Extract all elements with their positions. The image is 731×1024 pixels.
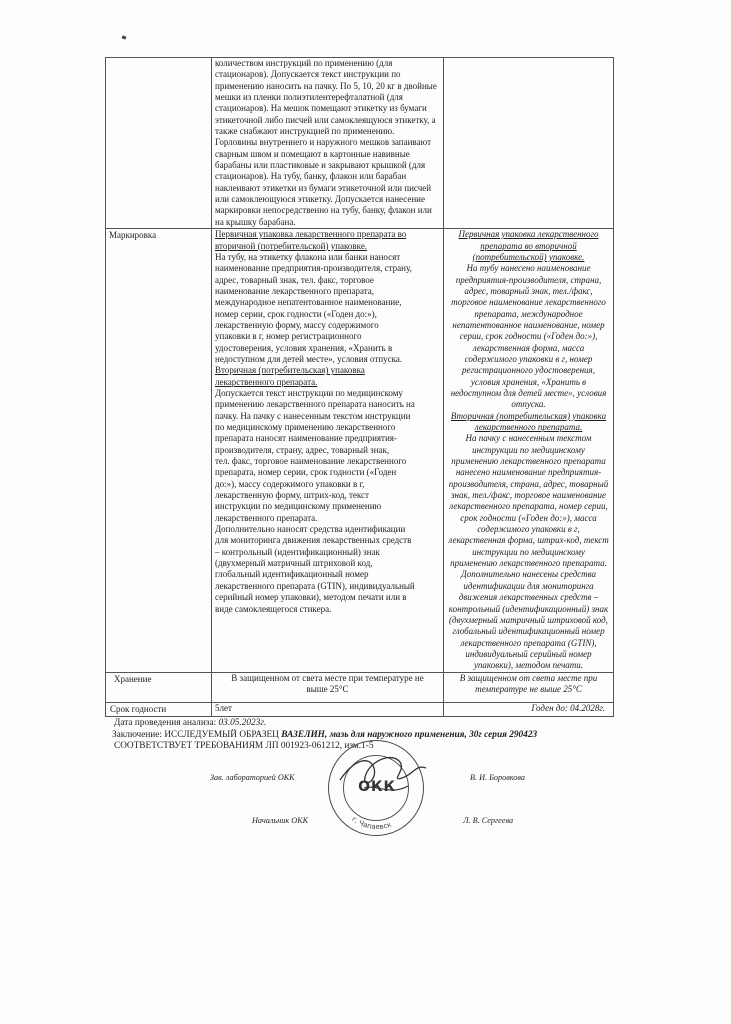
text-line: лекарственную форму, штрих-код, текст	[215, 490, 369, 501]
text-line: содержимого упаковки в г, номер	[464, 353, 593, 364]
text-line: серии, срок годности («Годен до:»),	[459, 331, 598, 342]
text-line: Вторичная (потребительская) упаковка	[450, 410, 607, 421]
text-line: лекарственную форму, массу содержимого	[215, 319, 379, 330]
marking-requirement-lines	[215, 229, 440, 615]
storage-label: Хранение	[106, 672, 212, 702]
storage-result-lines	[447, 673, 610, 696]
text-line: мешки из пленки полиэтилентерефталатной (для	[215, 92, 403, 103]
text-line: Дополнительно нанесены средства	[460, 569, 597, 580]
text-line: стационаров). Допускается текст инструкции по	[215, 69, 401, 80]
text-line: удостоверения, условия хранения, «Хранить в	[215, 342, 393, 353]
text-line: (потребительской) упаковке.	[472, 251, 585, 262]
text-line: движения лекарственных средств –	[458, 592, 599, 603]
storage-result-cell	[444, 672, 614, 702]
text-line: также снабжают инструкцией по применению.	[215, 126, 395, 137]
conclusion-sample: ВАЗЕЛИН, мазь для наружного применения, 30г серия 290423	[281, 729, 538, 740]
text-line: регистрационного удостоверения,	[461, 365, 595, 376]
spec-table	[105, 57, 614, 717]
text-line: температуре не выше 25°C	[475, 683, 582, 694]
text-line: международное непатентованное наименование,	[215, 297, 402, 308]
text-line: На тубу нанесено наименование	[466, 263, 591, 274]
text-line: барабаны или пластиковые и закрывают крышкой (для	[215, 160, 426, 171]
text-line: лекарственная форма, масса	[472, 342, 585, 353]
text-line: производителя, страну, адрес, товарный знак,	[215, 444, 390, 455]
analysis-date-label: Дата проведения анализа:	[114, 718, 219, 728]
text-line: препарата, номер серии, срок годности («Годен	[215, 467, 397, 478]
text-line: адрес, товарный знак, тел./факс,	[464, 285, 593, 296]
okk-head-name: Л. В. Сергеева	[463, 816, 514, 825]
text-line: Первичная упаковка лекарственного препарата во	[215, 229, 407, 240]
text-line: лекарственного препарата.	[215, 512, 318, 523]
marking-label: Маркировка	[106, 229, 212, 672]
text-line: идентификации для мониторинга	[463, 580, 594, 591]
text-line: номер серии, срок годности («Годен до:»),	[215, 308, 377, 319]
text-line: лекарственного препарата.	[474, 422, 583, 432]
packaging-label-cell	[106, 58, 212, 229]
marking-result-lines	[447, 229, 610, 671]
marking-requirement-cell	[212, 229, 444, 672]
text-line: тел. факс, торговое наименование лекарственного	[215, 456, 407, 467]
text-line: наименование лекарственного препарата,	[215, 285, 374, 296]
text-line: стационаров). На мешок помещают этикетку из бумаги	[215, 103, 427, 114]
text-line: нанесено наименование предприятия-	[455, 467, 602, 478]
storage-requirement-cell	[212, 672, 444, 702]
text-line: содержимого упаковки в г,	[477, 524, 580, 535]
text-line: наименование предприятия-производителя, страну,	[215, 263, 412, 274]
text-line: лекарственного препарата.	[215, 376, 318, 387]
text-line: контрольный (идентификационный) знак	[448, 603, 609, 614]
shelf-life-label: Срок годности	[106, 702, 212, 716]
text-line: недоступном для детей месте», условия отпуска.	[215, 353, 403, 364]
stamp-ring-label: г. Чапаевск	[350, 815, 393, 832]
text-line: количеством инструкций по применению (для	[215, 58, 393, 68]
text-line: препарата во вторичной	[480, 240, 577, 251]
text-line: Горловины внутреннего и наружного мешков запаивают	[215, 137, 432, 148]
text-line: маркировки непосредственно на тубу, банку, флакон или	[215, 205, 432, 216]
text-line: В защищенном от света месте при температуре не	[231, 672, 424, 683]
text-line: торговое наименование лекарственного	[451, 297, 606, 308]
scan-mark	[122, 35, 127, 39]
text-line: Первичная упаковка лекарственного	[458, 229, 599, 240]
lab-head-name: В. И. Боровкова	[470, 773, 525, 782]
text-line: серийный номер упаковки), методом печати или в	[215, 592, 407, 603]
text-line: лекарственная форма, штрих-код, текст	[448, 535, 609, 546]
text-line: или самоклеющуюся этикетку. Допускается нанесение	[215, 194, 425, 205]
marking-row	[106, 229, 614, 672]
conclusion-line-2: СООТВЕТСТВУЕТ ТРЕБОВАНИЯМ ЛП 001923-061212, изм.1-5	[114, 741, 374, 752]
text-line: знак, тел./факс, торговое наименование	[451, 490, 606, 501]
packaging-requirement-cell	[212, 58, 444, 229]
analysis-date-line	[114, 718, 634, 730]
text-line: лекарственного препарата (GTIN),	[460, 637, 597, 648]
text-line: по медицинскому применению лекарственного	[215, 422, 396, 432]
text-line: упаковки), методом печати.	[473, 660, 584, 671]
packaging-lines	[215, 58, 440, 228]
packaging-result-cell	[444, 58, 614, 229]
text-line: – контрольный (идентификационный) знак	[215, 546, 380, 557]
text-line: глобальный идентификационный номер	[215, 569, 369, 580]
text-line: Дополнительно наносят средства идентификации	[215, 524, 406, 535]
text-line: применению наносить на пачку. По 5, 10, 20 кг в двойные	[215, 80, 437, 91]
text-line: отпуска.	[511, 399, 546, 410]
text-line: недоступном для детей месте», условия	[450, 387, 607, 398]
text-line: этикеточной либо писчей или самоклеящуюся этикетку, а	[215, 114, 436, 125]
text-line: стационаров). На тубу, банку, флакон или барабан	[215, 171, 407, 182]
text-line: виде самоклеящегося стикера.	[215, 603, 332, 614]
text-line: На пачку с нанесенным текстом	[465, 433, 592, 444]
okk-head-title: Начальник ОКК	[252, 816, 309, 825]
text-line: На тубу, на этикетку флакона или банки наносят	[215, 251, 401, 262]
text-line: до:»), массу содержимого упаковки в г,	[215, 478, 365, 489]
text-line: (двухмерный матричный штриховой код,	[215, 558, 373, 569]
handwritten-signature	[330, 738, 440, 818]
text-line: (двухмерный матричный штриховой код,	[449, 614, 608, 625]
analysis-date: 03.05.2023г.	[218, 718, 267, 728]
shelf-life-row	[106, 702, 614, 716]
text-line: препарата, международное	[474, 308, 583, 319]
text-line: наклеивают этикетки из бумаги этикеточной или писчей	[215, 182, 432, 193]
conclusion-label: Заключение: ИССЛЕДУЕМЫЙ ОБРАЗЕЦ	[112, 729, 282, 740]
text-line: индивидуальный серийный номер	[465, 648, 592, 659]
text-line: предприятия-производителя, страна,	[455, 274, 602, 285]
text-line: применению лекарственного препарата наносить на	[215, 399, 415, 410]
text-line: вторичной (потребительской) упаковке.	[215, 240, 368, 251]
text-line: глобальный идентификационный номер	[452, 626, 605, 637]
shelf-life-requirement: 5лет	[212, 702, 444, 716]
text-line: препарата наносят наименование предприятия-	[215, 433, 397, 444]
text-line: В защищенном от света месте при	[459, 672, 598, 683]
packaging-row	[106, 58, 614, 229]
text-line: пачку. На пачку с нанесенным текстом инструкции	[215, 410, 411, 421]
lab-head-title: Зав. лабораторией ОКК	[210, 773, 295, 782]
text-line: Вторичная (потребительская) упаковка	[215, 365, 365, 376]
text-line: лекарственного препарата (GTIN), индивидуальный	[215, 580, 415, 591]
text-line: адрес, товарный знак, тел. факс, торговое	[215, 274, 374, 285]
storage-requirement-lines	[215, 673, 440, 696]
text-line: срок годности («Годен до:»), масса	[460, 512, 597, 523]
text-line: применению лекарственного препарата.	[450, 558, 607, 569]
text-line: упаковки в г, номер регистрационного	[215, 331, 362, 342]
text-line: применению лекарственного препарата	[451, 456, 606, 467]
text-line: Допускается текст инструкции по медицинскому	[215, 387, 403, 398]
shelf-life-result: Годен до: 04.2028г.	[444, 702, 614, 716]
text-line: производителя, страна, адрес, товарный	[448, 478, 609, 489]
text-line: инструкции по медицинскому	[472, 444, 585, 455]
text-line: для мониторинга движения лекарственных средств	[215, 535, 412, 546]
text-line: инструкции по медицинскому	[472, 546, 585, 557]
text-line: выше 25°C	[306, 683, 349, 694]
text-line: непатентованное наименование, номер	[452, 319, 605, 330]
storage-row	[106, 672, 614, 702]
stamp-center-text: ОКК	[358, 779, 396, 795]
text-line: инструкции по медицинскому применению	[215, 501, 382, 512]
text-line: условия хранения, «Хранить в	[470, 376, 587, 387]
marking-result-cell	[444, 229, 614, 672]
text-line: лекарственного препарата, номер серии,	[449, 501, 608, 512]
text-line: на крышку барабана.	[215, 216, 296, 227]
text-line: сварным швом и помещают в картонные навивные	[215, 148, 410, 159]
